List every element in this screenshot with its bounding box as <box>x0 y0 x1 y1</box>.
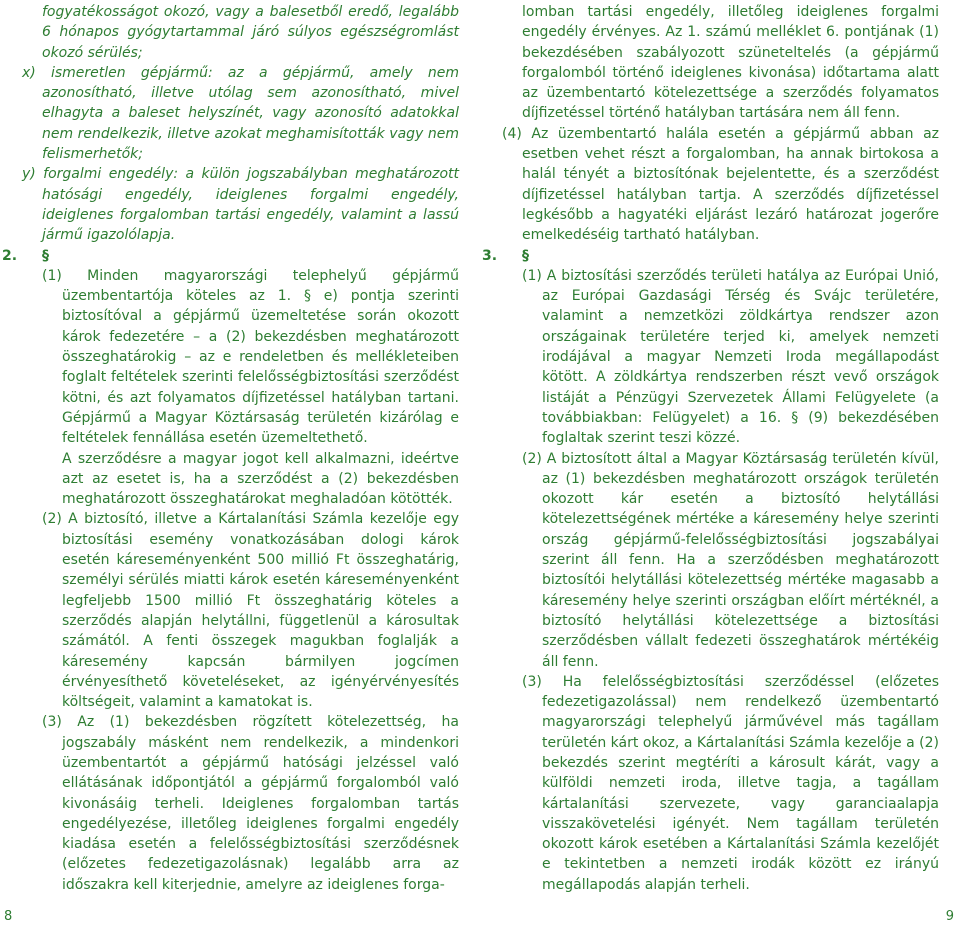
definition-w-continuation: fogyatékosságot okozó, vagy a balesetből eredő, legalább 6 hónapos gyógytartammal járó súlyos egészségromlást okozó sérülés; <box>42 4 459 61</box>
section-3-sign: § <box>522 247 529 264</box>
section-2-paragraph-1b: A szerződésre a magyar jogot kell alkalmazni, ideértve azt az esetet is, ha a szerződést a (2) bekezdésben meghatározott összeghatárokat meghaladóan kötötték. <box>62 450 459 508</box>
section-3-number: 3. <box>482 247 498 264</box>
page-number-right: 9 <box>945 908 954 924</box>
right-column <box>482 2 939 895</box>
section-2-sign: § <box>42 247 49 264</box>
section-2-paragraph-1: (1) Minden magyarországi telephelyű gépjármű üzembentartója köteles az 1. § e) pontja szerinti biztosítóval a gépjármű üzemeltetése során okozott károk fedezetére – a (2) bekezdésben meghatározott összeghatárokig – az e rendeletben és mellékleteiben foglalt feltételek szerinti felelősségbiztosítási szerződést kötni, és azt folyamatos díjfizetéssel hatályban tartani. Gépjármű a Magyar Köztársaság területén kizárólag e feltételek fennállása esetén üzemeltethető. <box>42 267 459 447</box>
section-3-heading <box>482 246 939 266</box>
page-number-left: 8 <box>4 908 13 924</box>
definition-y: y) forgalmi engedély: a külön jogszabályban meghatározott hatósági engedély, ideiglenes forgalmi engedély, ideiglenes forgalomban tartási engedély, valamint a lassú jármű igazolólapja. <box>22 166 459 244</box>
section-2-paragraph-3-continued: lomban tartási engedély, illetőleg ideiglenes forgalmi engedély érvényes. Az 1. számú melléklet 6. pontjának (1) bekezdésében szabályozott szüneteltelés (a gépjármű forgalomból történő ideiglenes kivonása) időtartama alatt az üzembentartó kötelezettsége a szerződés folyamatos díjfizetéssel történő hatályban tartására nem áll fenn. <box>522 4 939 122</box>
section-3-paragraph-1: (1) A biztosítási szerződés területi hatálya az Európai Unió, az Európai Gazdasági Térség és Svájc területére, valamint a nemzetközi zöldkártya rendszer azon országainak területére terjed ki, amelyek nemzeti irodájával a magyar Nemzeti Iroda megállapodást kötött. A zöldkártya rendszerben részt vevő országok listáját a Pénzügyi Szervezetek Állami Felügyelete (a továbbiakban: Felügyelet) a 16. § (9) bekezdésében foglaltak szerint teszi közzé. <box>522 267 939 447</box>
section-2 <box>2 246 459 896</box>
section-2-heading <box>2 246 459 266</box>
section-2-number: 2. <box>2 247 18 264</box>
section-3-paragraph-2: (2) A biztosított által a Magyar Köztársaság területén kívül, az (1) bekezdésben meghatározott országok területén okozott kár esetén a biztosító helytállási kötelezettségének mértéke a káresemény helye szerinti ország gépjármű-felelősségbiztosítási jogszabályai szerint áll fenn. Ha a szerződésben meghatározott biztosítói helytállási kötelezettség mértéke magasabb a káresemény helye szerinti országban előírt mértéknél, a biztosító helytállási kötelezettsége a biztosítási szerződésben vállalt fedezeti összeghatárok mértékéig áll fenn. <box>522 450 939 670</box>
section-3-paragraph-3: (3) Ha felelősségbiztosítási szerződéssel (előzetes fedezetigazolással) nem rendelkező üzembentartó magyarországi telephelyű járművével más tagállam területén kárt okoz, a Kártalanítási Számla kezelője a (2) bekezdés szerint megtéríti a károsult kárát, vagy a külföldi nemzeti iroda, illetve tagja, a tagállam kártalanítási szervezete, vagy garanciaalapja visszakövetelési igényét. Nem tagállam területén okozott károk esetében a Kártalanítási Számla kezelőjét e tekintetben a nemzeti irodák között ez irányú megállapodás alapján terheli. <box>522 673 939 893</box>
section-2-paragraph-3: (3) Az (1) bekezdésben rögzített kötelezettség, ha jogszabály másként nem rendelkezik, a mindenkori üzembentartót a gépjármű hatósági jelzéssel való ellátásának időpontjától a gépjármű forgalomból való kivonásáig terheli. Ideiglenes forgalomban tartás engedélyezése, illetőleg ideiglenes forgalmi engedély kiadása esetén a felelősségbiztosítási szerződésnek (előzetes fedezetigazolásnak) legalább arra az időszakra kell kiterjednie, amelyre az ideiglenes forga- <box>42 714 459 893</box>
section-2-paragraph-4: (4) Az üzembentartó halála esetén a gépjármű abban az esetben vehet részt a forgalomban, ha annak birtokosa a halál tényét a biztosítónak bejelentette, és a szerződést díjfizetéssel hatályban tartja. A szerződés díjfizetéssel legkésőbb a hagyatéki eljárást lezáró határozat jogerőre emelkedéséig tartható hatályban. <box>502 125 939 244</box>
section-3 <box>482 246 939 896</box>
definition-x: x) ismeretlen gépjármű: az a gépjármű, amely nem azonosítható, illetve utólag sem azonosítható, mivel elhagyta a baleset helyszínét, vagy azonosító adatokkal nem rendelkezik, illetve azokat meghamisították vagy nem felismerhetők; <box>22 64 459 163</box>
section-2-paragraph-2: (2) A biztosító, illetve a Kártalanítási Számla kezelője egy biztosítási esemény vonatkozásában dologi károk esetén káreseményenként 500 millió Ft összeghatárig, személyi sérülés miatti károk esetén káreseményenként legfeljebb 1500 millió Ft összeghatárig köteles a szerződés alapján helytállni, függetlenül a károsultak számától. A fenti összegek magukban foglalják a káresemény kapcsán bármilyen jogcímen érvényesíthető követeléseket, az igényérvényesítés költségeit, valamint a kamatokat is. <box>42 511 459 711</box>
left-column <box>2 2 459 895</box>
